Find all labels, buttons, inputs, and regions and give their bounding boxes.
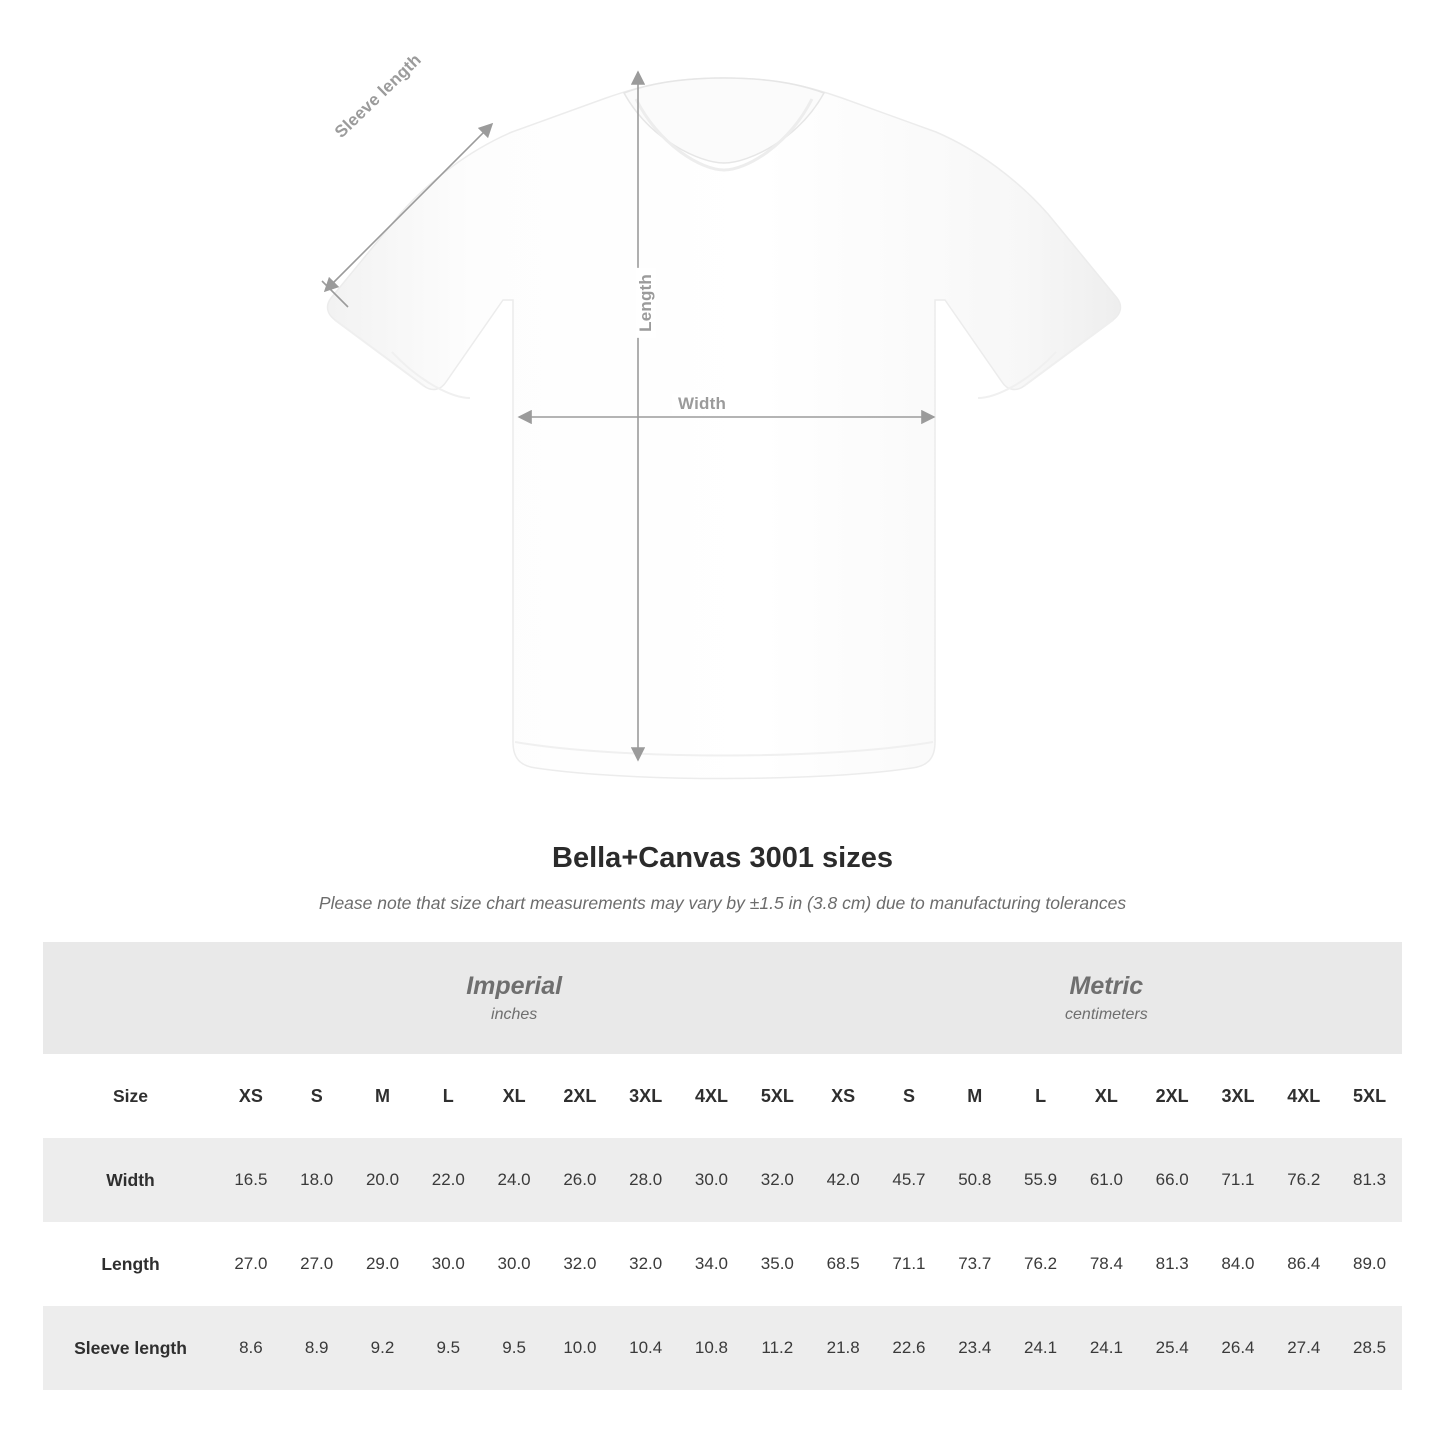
table-row-sizes — [43, 1054, 1402, 1138]
width-imperial-m: 20.0 — [350, 1138, 416, 1222]
size-col-metric-xs: XS — [810, 1054, 876, 1138]
length-metric-2xl: 81.3 — [1139, 1222, 1205, 1306]
length-metric-4xl: 86.4 — [1271, 1222, 1337, 1306]
width-metric-2xl: 66.0 — [1139, 1138, 1205, 1222]
sleeve-imperial-m: 9.2 — [350, 1306, 416, 1390]
unit-header-row — [43, 942, 1402, 1054]
row-label-sleeve-length: Sleeve length — [43, 1306, 218, 1390]
width-imperial-3xl: 28.0 — [613, 1138, 679, 1222]
sleeve-imperial-l: 9.5 — [415, 1306, 481, 1390]
sleeve-imperial-2xl: 10.0 — [547, 1306, 613, 1390]
size-col-imperial-s: S — [284, 1054, 350, 1138]
size-col-metric-xl: XL — [1073, 1054, 1139, 1138]
tolerance-note: Please note that size chart measurements may vary by ±1.5 in (3.8 cm) due to manufacturing tolerances — [318, 893, 1127, 913]
size-col-imperial-5xl: 5XL — [744, 1054, 810, 1138]
sleeve-imperial-4xl: 10.8 — [679, 1306, 745, 1390]
size-col-metric-s: S — [876, 1054, 942, 1138]
unit-imperial-name: Imperial — [466, 971, 563, 1000]
size-col-metric-m: M — [942, 1054, 1008, 1138]
size-col-metric-5xl: 5XL — [1337, 1054, 1403, 1138]
chart-heading — [0, 842, 1445, 914]
sleeve-metric-xl: 24.1 — [1073, 1306, 1139, 1390]
size-col-metric-4xl: 4XL — [1271, 1054, 1337, 1138]
length-imperial-xl: 30.0 — [481, 1222, 547, 1306]
sleeve-metric-4xl: 27.4 — [1271, 1306, 1337, 1390]
length-imperial-xs: 27.0 — [218, 1222, 284, 1306]
sleeve-metric-xs: 21.8 — [810, 1306, 876, 1390]
size-col-imperial-4xl: 4XL — [679, 1054, 745, 1138]
width-dimension-label: Width — [672, 394, 732, 414]
length-imperial-5xl: 35.0 — [744, 1222, 810, 1306]
width-metric-3xl: 71.1 — [1205, 1138, 1271, 1222]
size-table — [43, 942, 1402, 1390]
sleeve-metric-3xl: 26.4 — [1205, 1306, 1271, 1390]
unit-imperial-sub: inches — [491, 1006, 538, 1024]
table-row-sleeve-length — [43, 1306, 1402, 1390]
length-imperial-2xl: 32.0 — [547, 1222, 613, 1306]
row-label-size: Size — [43, 1054, 218, 1138]
width-imperial-4xl: 30.0 — [679, 1138, 745, 1222]
length-dimension-label: Length — [636, 268, 656, 338]
width-imperial-5xl: 32.0 — [744, 1138, 810, 1222]
sleeve-imperial-xl: 9.5 — [481, 1306, 547, 1390]
length-metric-l: 76.2 — [1008, 1222, 1074, 1306]
length-metric-xs: 68.5 — [810, 1222, 876, 1306]
sleeve-imperial-3xl: 10.4 — [613, 1306, 679, 1390]
table-row-width — [43, 1138, 1402, 1222]
sleeve-imperial-xs: 8.6 — [218, 1306, 284, 1390]
size-col-imperial-xs: XS — [218, 1054, 284, 1138]
length-metric-xl: 78.4 — [1073, 1222, 1139, 1306]
width-imperial-l: 22.0 — [415, 1138, 481, 1222]
sleeve-metric-l: 24.1 — [1008, 1306, 1074, 1390]
width-imperial-s: 18.0 — [284, 1138, 350, 1222]
size-col-imperial-2xl: 2XL — [547, 1054, 613, 1138]
length-imperial-4xl: 34.0 — [679, 1222, 745, 1306]
width-imperial-2xl: 26.0 — [547, 1138, 613, 1222]
size-table-wrap — [43, 942, 1402, 1390]
unit-header-spacer — [43, 942, 218, 1054]
size-col-metric-l: L — [1008, 1054, 1074, 1138]
length-imperial-m: 29.0 — [350, 1222, 416, 1306]
width-imperial-xs: 16.5 — [218, 1138, 284, 1222]
length-imperial-s: 27.0 — [284, 1222, 350, 1306]
size-col-imperial-3xl: 3XL — [613, 1054, 679, 1138]
page-title: Bella+Canvas 3001 sizes — [552, 842, 893, 874]
length-metric-m: 73.7 — [942, 1222, 1008, 1306]
sleeve-metric-2xl: 25.4 — [1139, 1306, 1205, 1390]
size-col-imperial-l: L — [415, 1054, 481, 1138]
width-metric-4xl: 76.2 — [1271, 1138, 1337, 1222]
sleeve-imperial-s: 8.9 — [284, 1306, 350, 1390]
length-imperial-l: 30.0 — [415, 1222, 481, 1306]
width-metric-5xl: 81.3 — [1337, 1138, 1403, 1222]
size-col-imperial-m: M — [350, 1054, 416, 1138]
row-label-width: Width — [43, 1138, 218, 1222]
unit-metric-name: Metric — [1069, 971, 1144, 1000]
length-metric-5xl: 89.0 — [1337, 1222, 1403, 1306]
width-metric-xl: 61.0 — [1073, 1138, 1139, 1222]
sleeve-length-dimension-label: Sleeve length — [331, 50, 425, 142]
unit-group-imperial — [218, 942, 810, 1054]
sleeve-metric-m: 23.4 — [942, 1306, 1008, 1390]
table-row-length — [43, 1222, 1402, 1306]
sleeve-imperial-5xl: 11.2 — [744, 1306, 810, 1390]
unit-metric-sub: centimeters — [1065, 1006, 1148, 1024]
length-metric-3xl: 84.0 — [1205, 1222, 1271, 1306]
size-col-metric-2xl: 2XL — [1139, 1054, 1205, 1138]
sleeve-metric-5xl: 28.5 — [1337, 1306, 1403, 1390]
size-col-metric-3xl: 3XL — [1205, 1054, 1271, 1138]
length-metric-s: 71.1 — [876, 1222, 942, 1306]
unit-group-metric — [810, 942, 1402, 1054]
width-metric-s: 45.7 — [876, 1138, 942, 1222]
length-imperial-3xl: 32.0 — [613, 1222, 679, 1306]
size-col-imperial-xl: XL — [481, 1054, 547, 1138]
width-metric-l: 55.9 — [1008, 1138, 1074, 1222]
width-metric-m: 50.8 — [942, 1138, 1008, 1222]
sleeve-metric-s: 22.6 — [876, 1306, 942, 1390]
shirt-shape — [328, 78, 1121, 779]
width-metric-xs: 42.0 — [810, 1138, 876, 1222]
row-label-length: Length — [43, 1222, 218, 1306]
width-imperial-xl: 24.0 — [481, 1138, 547, 1222]
